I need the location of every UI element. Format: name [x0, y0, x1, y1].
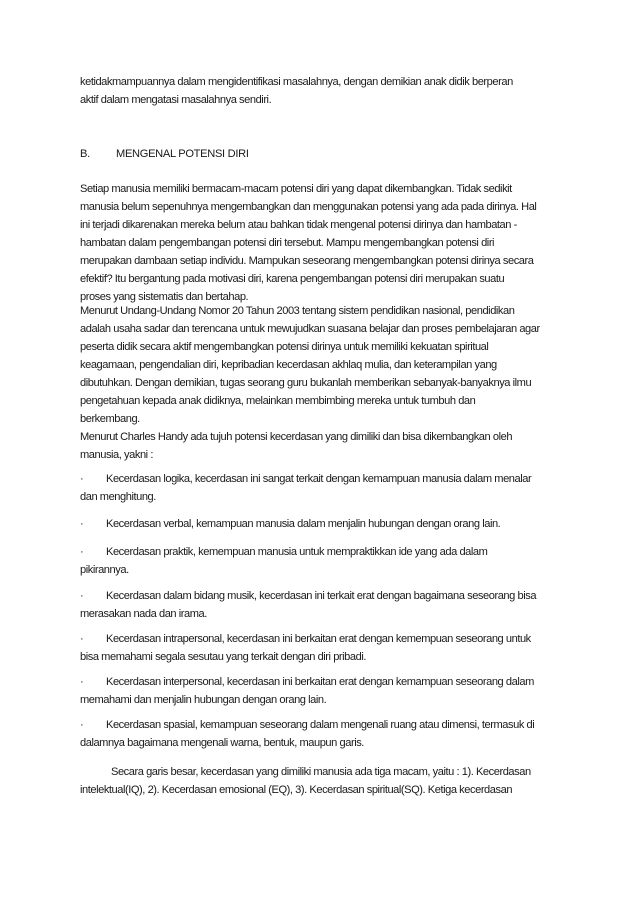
- text-line: aktif dalam mengatasi masalahnya sendiri.: [80, 94, 272, 106]
- bullet-item: [80, 515, 562, 533]
- bullet-item: [80, 470, 562, 506]
- text-line: dalamnya bagaimana mengenali warna, bentuk, maupun garis.: [80, 737, 364, 749]
- text-line: dan menghitung.: [80, 491, 156, 503]
- text-line: ketidakmampuannya dalam mengidentifikasi masalahnya, dengan demikian anak didik berperan: [80, 76, 513, 88]
- bullet-marker: ·: [80, 676, 84, 688]
- text-line: Kecerdasan intrapersonal, kecerdasan ini berkaitan erat dengan kemempuan seseorang untuk: [106, 633, 531, 645]
- section-title: MENGENAL POTENSI DIRI: [116, 148, 249, 160]
- text-line: efektif? Itu bergantung pada motivasi diri, karena pengembangan potensi diri merupakan suatu: [80, 273, 505, 285]
- text-line: Menurut Charles Handy ada tujuh potensi kecerdasan yang dimiliki dan bisa dikembangkan oleh: [80, 431, 513, 443]
- bullet-item: [80, 587, 562, 623]
- bullet-marker: ·: [80, 518, 84, 530]
- text-line: dibutuhkan. Dengan demikian, tugas seorang guru bukanlah memberikan sebanyak-banyaknya ilmu: [80, 377, 532, 389]
- text-line: Secara garis besar, kecerdasan yang dimiliki manusia ada tiga macam, yaitu : 1). Kecerdasan: [111, 766, 531, 778]
- bullet-item: [80, 543, 562, 579]
- text-line: Kecerdasan spasial, kemampuan seseorang dalam mengenali ruang atau dimensi, termasuk di: [106, 719, 535, 731]
- text-line: Kecerdasan dalam bidang musik, kecerdasan ini terkait erat dengan bagaimana seseorang bisa: [106, 590, 537, 602]
- text-line: Kecerdasan praktik, kemempuan manusia untuk mempraktikkan ide yang ada dalam: [106, 546, 488, 558]
- text-line: proses yang sistematis dan bertahap.: [80, 291, 249, 303]
- paragraph-potensi: [80, 180, 562, 306]
- text-line: berkembang.: [80, 413, 140, 425]
- text-line: memahami dan menjalin hubungan dengan orang lain.: [80, 694, 327, 706]
- intro-paragraph: [80, 73, 562, 109]
- text-line: pengetahuan kepada anak didiknya, melainkan membimbing mereka untuk tumbuh dan: [80, 395, 476, 407]
- text-line: Menurut Undang-Undang Nomor 20 Tahun 2003 tentang sistem pendidikan nasional, pendidikan: [80, 305, 515, 317]
- text-line: intelektual(IQ), 2). Kecerdasan emosional (EQ), 3). Kecerdasan spiritual(SQ). Ketiga kecerdasan: [80, 784, 513, 796]
- paragraph-undang-undang: [80, 302, 562, 428]
- text-line: Kecerdasan logika, kecerdasan ini sangat terkait dengan kemampuan manusia dalam menalar: [106, 473, 532, 485]
- bullet-marker: ·: [80, 633, 84, 645]
- text-line: Setiap manusia memiliki bermacam-macam potensi diri yang dapat dikembangkan. Tidak sedikit: [80, 183, 512, 195]
- text-line: merupakan dambaan setiap individu. Mampukan seseorang mengembangkan potensi dirinya secara: [80, 255, 534, 267]
- bullet-item: [80, 716, 562, 752]
- text-line: adalah usaha sadar dan terencana untuk mewujudkan suasana belajar dan proses pembelajaran agar: [80, 323, 540, 335]
- bullet-marker: ·: [80, 546, 84, 558]
- text-line: pikirannya.: [80, 564, 129, 576]
- bullet-marker: ·: [80, 719, 84, 731]
- paragraph-charles-handy: [80, 428, 562, 464]
- text-line: Kecerdasan verbal, kemampuan manusia dalam menjalin hubungan dengan orang lain.: [106, 518, 501, 530]
- section-heading: [80, 145, 249, 163]
- text-line: hambatan dalam pengembangan potensi diri tersebut. Mampu mengembangkan potensi diri: [80, 237, 495, 249]
- bullet-marker: ·: [80, 473, 84, 485]
- text-line: bisa memahami segala sesutau yang terkait dengan diri pribadi.: [80, 651, 366, 663]
- paragraph-kecerdasan: [80, 763, 562, 799]
- text-line: Kecerdasan interpersonal, kecerdasan ini berkaitan erat dengan kemampuan seseorang dalam: [106, 676, 534, 688]
- text-line: merasakan nada dan irama.: [80, 608, 207, 620]
- text-line: keagamaan, pengendalian diri, kepribadian kecerdasan akhlaq mulia, dan keterampilan yang: [80, 359, 497, 371]
- text-line: peserta didik secara aktif mengembangkan potensi dirinya untuk memiliki kekuatan spiritual: [80, 341, 489, 353]
- section-number: B.: [80, 148, 90, 160]
- text-line: ini terjadi dikarenakan mereka belum atau bahkan tidak mengenal potensi dirinya dan hambatan -: [80, 219, 517, 231]
- bullet-marker: ·: [80, 590, 84, 602]
- text-line: manusia belum sepenuhnya mengembangkan dan menggunakan potensi yang ada pada dirinya. Hal: [80, 201, 537, 213]
- bullet-item: [80, 673, 562, 709]
- bullet-item: [80, 630, 562, 666]
- text-line: manusia, yakni :: [80, 449, 153, 461]
